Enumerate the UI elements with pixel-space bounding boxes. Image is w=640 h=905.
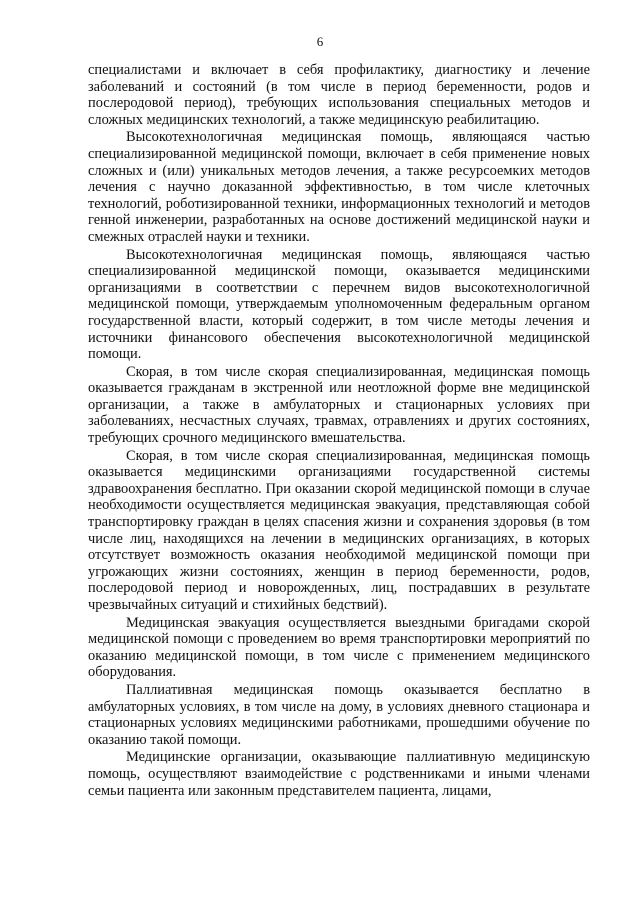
page-number: 6 [316,34,324,49]
paragraph-medical-evacuation: Медицинская эвакуация осуществляется выездными бригадами скорой медицинской помощи с проведением во время транспортировки мероприятий по оказанию медицинской помощи, в том числе с применением медицинского оборудования. [88,614,590,681]
document-body [88,62,590,799]
paragraph-palliative-organizations: Медицинские организации, оказывающие паллиативную медицинскую помощь, осуществляют взаимодействие с родственниками и иными членами семьи пациента или законным представителем пациента, лицами, [88,749,590,799]
paragraph-high-tech-care-definition: Высокотехнологичная медицинская помощь, являющаяся частью специализированной медицинской помощи, включает в себя применение новых сложных и (или) уникальных методов лечения, а также ресурсоемких методов лечения с научно доказанной эффективностью, в том числе клеточных технологий, роботизированной техники, информационных технологий и методов генной инженерии, разработанных на основе достижений медицинской науки и смежных отраслей науки и техники. [88,129,590,245]
paragraph-continuation: специалистами и включает в себя профилактику, диагностику и лечение заболеваний и состояний (в том числе в период беременности, родов и послеродовой период), требующих использования специальных методов и сложных медицинских технологий, а также медицинскую реабилитацию. [88,62,590,128]
paragraph-palliative-care: Паллиативная медицинская помощь оказывается бесплатно в амбулаторных условиях, в том числе на дому, в условиях дневного стационара и стационарных условиях медицинскими работниками, прошедшими обучение по оказанию такой помощи. [88,681,590,748]
paragraph-high-tech-care-provision: Высокотехнологичная медицинская помощь, являющаяся частью специализированной медицинской помощи, оказывается медицинскими организациями в соответствии с перечнем видов высокотехнологичной медицинской помощи, утверждаемым уполномоченным федеральным органом государственной власти, который содержит, в том числе методы лечения и источники финансового обеспечения высокотехнологичной медицинской помощи. [88,246,590,363]
paragraph-emergency-care-forms: Скорая, в том числе скорая специализированная, медицинская помощь оказывается гражданам в экстренной или неотложной форме вне медицинской организации, а также в амбулаторных и стационарных условиях при заболеваниях, несчастных случаях, травмах, отравлениях и других состояниях, требующих срочного медицинского вмешательства. [88,363,590,447]
paragraph-emergency-care-free: Скорая, в том числе скорая специализированная, медицинская помощь оказывается медицинскими организациями государственной системы здравоохранения бесплатно. При оказании скорой медицинской помощи в случае необходимости осуществляется медицинская эвакуация, представляющая собой транспортировку граждан в целях спасения жизни и сохранения здоровья (в том числе лиц, находящихся на лечении в медицинских организациях, в которых отсутствует возможность оказания необходимой медицинской помощи при угрожающих жизни состояниях, женщин в период беременности, родов, послеродовой период и новорожденных, лиц, пострадавших в результате чрезвычайных ситуаций и стихийных бедствий). [88,447,590,613]
